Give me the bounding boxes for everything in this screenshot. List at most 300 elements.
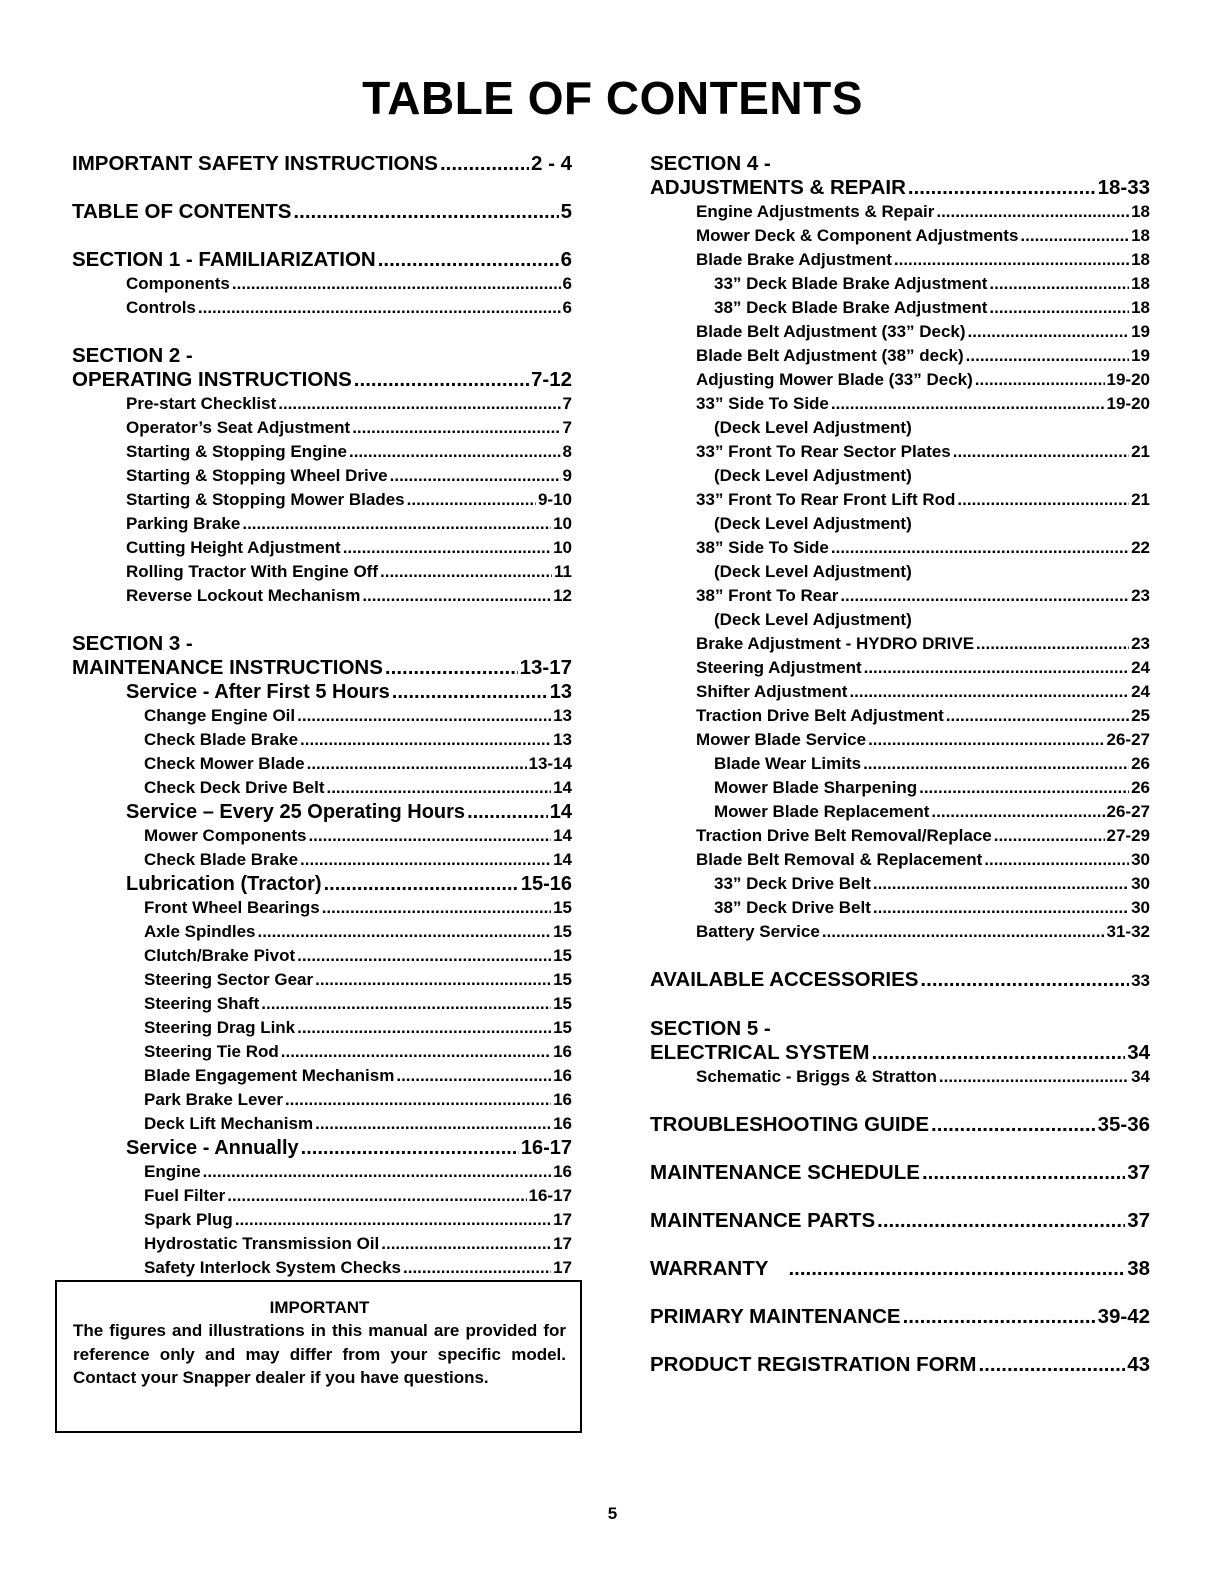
leader-dots <box>849 680 1129 704</box>
toc-entry-page: 12 <box>553 586 572 605</box>
leader-dots <box>403 1256 551 1280</box>
toc-entry-label: Mower Components <box>144 826 307 845</box>
toc-entry-page: 26-27 <box>1106 730 1150 749</box>
toc-entry-label: Starting & Stopping Wheel Drive <box>126 466 388 485</box>
toc-entry-label: 33” Side To Side <box>696 394 829 413</box>
toc-entry-label: Steering Drag Link <box>144 1018 296 1037</box>
toc-entry-service-5-hours <box>126 680 572 704</box>
toc-entry-page: 11 <box>554 562 572 581</box>
toc-entry-page: 6 <box>562 274 572 293</box>
toc-entry-label: Mower Blade Replacement <box>714 802 930 821</box>
toc-entry-label: (Deck Level Adjustment) <box>714 418 912 437</box>
section-3-items <box>72 680 572 1280</box>
toc-entry <box>696 464 1150 488</box>
toc-entry-page: 9-10 <box>537 490 572 509</box>
leader-dots <box>326 776 551 800</box>
toc-entry-page: 30 <box>1131 874 1150 893</box>
service-annually-items <box>126 1160 572 1280</box>
toc-entry-label: Clutch/Brake Pivot <box>144 946 296 965</box>
toc-entry <box>126 272 572 296</box>
toc-entry-label: (Deck Level Adjustment) <box>714 610 912 629</box>
toc-entry <box>696 584 1150 608</box>
toc-entry-label: SECTION 1 - FAMILIARIZATION <box>72 248 376 271</box>
toc-entry <box>696 560 1150 584</box>
toc-entry <box>696 608 1150 632</box>
toc-entry-label: Check Blade Brake <box>144 730 299 749</box>
leader-dots <box>390 464 561 488</box>
toc-entry-page: 24 <box>1131 682 1150 701</box>
leader-dots <box>300 728 551 752</box>
toc-entry <box>126 584 572 608</box>
toc-entry-label: Starting & Stopping Mower Blades <box>126 490 405 509</box>
toc-entry-label: ELECTRICAL SYSTEM <box>650 1041 870 1064</box>
leader-dots <box>989 296 1129 320</box>
toc-entry <box>696 344 1150 368</box>
toc-entry-page: 34 <box>1127 1041 1150 1064</box>
leader-dots <box>1020 224 1129 248</box>
toc-entry <box>696 704 1150 728</box>
toc-entry-label: Traction Drive Belt Adjustment <box>696 706 944 725</box>
toc-entry <box>144 848 572 872</box>
leader-dots <box>242 512 551 536</box>
toc-entry-label: Blade Belt Adjustment (33” Deck) <box>696 322 966 341</box>
leader-dots <box>308 824 551 848</box>
toc-entry <box>696 848 1150 872</box>
leader-dots <box>877 1209 1125 1233</box>
toc-entry-label: Traction Drive Belt Removal/Replace <box>696 826 992 845</box>
section-2-heading: SECTION 2 - <box>72 344 193 367</box>
toc-entry <box>144 776 572 800</box>
toc-entry-page: 30 <box>1131 850 1150 869</box>
toc-entry-label: Reverse Lockout Mechanism <box>126 586 361 605</box>
toc-entry-page: 19 <box>1131 346 1150 365</box>
leader-dots <box>936 200 1129 224</box>
leader-dots <box>994 824 1105 848</box>
toc-entry-label: TROUBLESHOOTING GUIDE <box>650 1113 930 1136</box>
toc-entry <box>126 488 572 512</box>
leader-dots <box>198 296 561 320</box>
toc-entry-warranty <box>650 1257 1150 1281</box>
toc-entry-page: 23 <box>1131 586 1150 605</box>
leader-dots <box>315 968 551 992</box>
toc-entry-label: Park Brake Lever <box>144 1090 283 1109</box>
toc-entry-page: 23 <box>1131 634 1150 653</box>
toc-entry <box>696 224 1150 248</box>
leader-dots <box>946 704 1129 728</box>
toc-entry <box>696 824 1150 848</box>
toc-entry-page: 24 <box>1131 658 1150 677</box>
toc-entry-page: 7-12 <box>530 368 572 391</box>
toc-entry-label: Starting & Stopping Engine <box>126 442 347 461</box>
toc-entry-label: Front Wheel Bearings <box>144 898 320 917</box>
toc-entry <box>696 248 1150 272</box>
section-2-items <box>72 392 572 608</box>
toc-entry-label: TABLE OF CONTENTS <box>72 200 292 223</box>
toc-entry <box>696 368 1150 392</box>
leader-dots <box>903 1305 1096 1329</box>
toc-entry-page: 39-42 <box>1097 1305 1150 1328</box>
toc-entry <box>696 680 1150 704</box>
toc-entry-label: Service - Annually <box>126 1137 299 1159</box>
toc-entry-maintenance-schedule <box>650 1161 1150 1185</box>
toc-entry <box>696 392 1150 416</box>
toc-entry-accessories <box>650 968 1150 993</box>
toc-entry <box>126 440 572 464</box>
toc-entry-label: Components <box>126 274 230 293</box>
toc-entry-label: 38” Front To Rear <box>696 586 839 605</box>
section-4-heading: SECTION 4 - <box>650 152 771 175</box>
leader-dots <box>297 1016 551 1040</box>
toc-entry-page: 15 <box>553 946 572 965</box>
toc-entry-section-2 <box>72 368 572 392</box>
leader-dots <box>957 488 1129 512</box>
leader-dots <box>920 968 1129 992</box>
toc-entry-label: Blade Brake Adjustment <box>696 250 892 269</box>
toc-entry-page: 8 <box>562 442 572 461</box>
toc-entry-page: 16-17 <box>520 1137 572 1159</box>
toc-entry-page: 17 <box>553 1258 572 1277</box>
toc-entry-page: 33 <box>1131 971 1150 990</box>
leader-dots <box>831 392 1105 416</box>
toc-entry-page: 13-14 <box>528 754 572 773</box>
toc-entry-page: 18 <box>1131 250 1150 269</box>
section-5-heading: SECTION 5 - <box>650 1017 771 1040</box>
toc-entry-page: 16 <box>553 1162 572 1181</box>
leader-dots <box>396 1064 551 1088</box>
important-notice-title: IMPORTANT <box>269 1298 370 1317</box>
leader-dots <box>281 1040 551 1064</box>
toc-entry <box>144 1088 572 1112</box>
toc-entry-label: Engine Adjustments & Repair <box>696 202 935 221</box>
toc-entry-page: 2 - 4 <box>530 152 572 175</box>
toc-entry-page: 34 <box>1131 1067 1150 1086</box>
leader-dots <box>293 200 558 224</box>
toc-entry-page: 18 <box>1131 274 1150 293</box>
toc-entry-page: 25 <box>1131 706 1150 725</box>
toc-entry-label: Blade Belt Removal & Replacement <box>696 850 983 869</box>
toc-entry <box>696 656 1150 680</box>
leader-dots <box>919 776 1129 800</box>
section-4-items <box>650 200 1150 944</box>
toc-entry-label: Fuel Filter <box>144 1186 226 1205</box>
toc-entry-label: Check Deck Drive Belt <box>144 778 325 797</box>
toc-entry-label: Engine <box>144 1162 201 1181</box>
leader-dots <box>378 248 559 272</box>
leader-dots <box>984 848 1129 872</box>
toc-entry-page: 16 <box>553 1066 572 1085</box>
toc-entry-lubrication <box>126 872 572 896</box>
toc-entry-label: MAINTENANCE INSTRUCTIONS <box>72 656 383 679</box>
toc-entry-page: 14 <box>553 778 572 797</box>
toc-entry-page: 43 <box>1127 1353 1150 1376</box>
toc-entry-page: 10 <box>553 514 572 533</box>
toc-entry-page: 30 <box>1131 898 1150 917</box>
toc-entry-page: 5 <box>560 200 572 223</box>
toc-entry-label: Mower Deck & Component Adjustments <box>696 226 1019 245</box>
toc-entry-service-25-hours <box>126 800 572 824</box>
toc-entry-primary-maintenance <box>650 1305 1150 1329</box>
toc-entry-label: PRODUCT REGISTRATION FORM <box>650 1353 977 1376</box>
toc-entry-page: 15 <box>553 922 572 941</box>
toc-entry <box>696 440 1150 464</box>
toc-entry-label: (Deck Level Adjustment) <box>714 466 912 485</box>
toc-entry-label: OPERATING INSTRUCTIONS <box>72 368 352 391</box>
toc-entry-troubleshooting <box>650 1113 1150 1137</box>
section-5-items <box>650 1065 1150 1089</box>
toc-entry <box>696 728 1150 752</box>
leader-dots <box>873 872 1129 896</box>
toc-entry <box>696 776 1150 800</box>
toc-entry-page: 14 <box>553 850 572 869</box>
leader-dots <box>922 1161 1125 1185</box>
leader-dots <box>235 1208 551 1232</box>
toc-entry-page: 15 <box>553 994 572 1013</box>
toc-entry-page: 10 <box>553 538 572 557</box>
toc-entry <box>144 1064 572 1088</box>
toc-entry-page: 13 <box>553 706 572 725</box>
toc-entry-label: Operator’s Seat Adjustment <box>126 418 351 437</box>
leader-dots <box>822 920 1105 944</box>
toc-entry-safety <box>72 152 572 176</box>
page-title: TABLE OF CONTENTS <box>362 72 863 124</box>
toc-entry-label: WARRANTY <box>650 1257 769 1280</box>
leader-dots <box>307 752 527 776</box>
toc-entry <box>696 800 1150 824</box>
toc-entry <box>144 920 572 944</box>
toc-entry-page: 16-17 <box>528 1186 572 1205</box>
leader-dots <box>297 944 551 968</box>
toc-entry-page: 27-29 <box>1106 826 1150 845</box>
toc-entry-page: 13-17 <box>519 656 572 679</box>
leader-dots <box>863 752 1129 776</box>
leader-dots <box>840 584 1129 608</box>
toc-entry-label: (Deck Level Adjustment) <box>714 562 912 581</box>
toc-entry <box>696 872 1150 896</box>
leader-dots <box>297 704 551 728</box>
toc-entry-service-annually <box>126 1136 572 1160</box>
toc-entry-page: 35-36 <box>1097 1113 1150 1136</box>
toc-entry-section-5 <box>650 1041 1150 1065</box>
toc-entry <box>696 296 1150 320</box>
toc-entry-label: Steering Shaft <box>144 994 260 1013</box>
toc-entry-label: 33” Deck Blade Brake Adjustment <box>714 274 988 293</box>
leader-dots <box>989 272 1129 296</box>
toc-entry-page: 15-16 <box>520 873 572 895</box>
toc-entry-label: AVAILABLE ACCESSORIES <box>650 968 919 991</box>
toc-entry <box>144 944 572 968</box>
toc-entry-label: IMPORTANT SAFETY INSTRUCTIONS <box>72 152 438 175</box>
service-5-hours-items <box>126 704 572 800</box>
leader-dots <box>788 1257 1125 1281</box>
toc-entry-label: Steering Tie Rod <box>144 1042 279 1061</box>
leader-dots <box>392 680 548 704</box>
service-25-hours-items <box>126 824 572 872</box>
toc-entry-page: 14 <box>553 826 572 845</box>
toc-entry-label: 33” Deck Drive Belt <box>714 874 871 893</box>
toc-entry <box>696 536 1150 560</box>
toc-entry-label: Controls <box>126 298 196 317</box>
toc-entry-label: Check Blade Brake <box>144 850 299 869</box>
toc-entry <box>696 320 1150 344</box>
leader-dots <box>908 176 1096 200</box>
toc-entry-label: Blade Engagement Mechanism <box>144 1066 395 1085</box>
toc-entry <box>126 416 572 440</box>
leader-dots <box>966 344 1129 368</box>
leader-dots <box>301 1136 519 1160</box>
toc-entry-maintenance-parts <box>650 1209 1150 1233</box>
toc-entry-label: Brake Adjustment - HYDRO DRIVE <box>696 634 975 653</box>
toc-entry <box>696 272 1150 296</box>
toc-entry-label: Blade Belt Adjustment (38” deck) <box>696 346 964 365</box>
toc-entry <box>126 296 572 320</box>
toc-entry <box>144 728 572 752</box>
leader-dots <box>873 896 1129 920</box>
toc-entry-label: 33” Front To Rear Sector Plates <box>696 442 951 461</box>
toc-entry-label: Shifter Adjustment <box>696 682 848 701</box>
toc-entry-page: 19-20 <box>1106 394 1150 413</box>
toc-entry <box>144 704 572 728</box>
leader-dots <box>381 1232 551 1256</box>
toc-entry-page: 17 <box>553 1210 572 1229</box>
leader-dots <box>868 728 1104 752</box>
toc-entry-page: 13 <box>549 681 572 703</box>
leader-dots <box>931 800 1104 824</box>
toc-entry-page: 21 <box>1131 490 1150 509</box>
toc-entry-page: 26 <box>1131 754 1150 773</box>
important-notice-text: The figures and illustrations in this manual are provided for reference only and may differ from your specific model. Contact your Snapper dealer if you have questions. <box>73 1321 566 1387</box>
toc-entry <box>144 968 572 992</box>
toc-entry-page: 14 <box>549 801 572 823</box>
toc-entry-page: 17 <box>553 1234 572 1253</box>
section-1-items <box>72 272 572 320</box>
toc-entry-page: 37 <box>1127 1209 1150 1232</box>
toc-entry <box>126 464 572 488</box>
toc-entry-label: 38” Side To Side <box>696 538 829 557</box>
toc-entry-page: 26 <box>1131 778 1150 797</box>
toc-entry-label: Hydrostatic Transmission Oil <box>144 1234 380 1253</box>
toc-entry-label: Battery Service <box>696 922 820 941</box>
toc-entry <box>144 824 572 848</box>
toc-entry <box>126 536 572 560</box>
toc-entry-label: Change Engine Oil <box>144 706 296 725</box>
toc-entry-section-1 <box>72 248 572 272</box>
toc-entry-label: Pre-start Checklist <box>126 394 277 413</box>
toc-entry <box>144 896 572 920</box>
toc-entry <box>144 992 572 1016</box>
leader-dots <box>931 1113 1096 1137</box>
toc-entry-page: 13 <box>553 730 572 749</box>
toc-entry-page: 22 <box>1131 538 1150 557</box>
toc-entry-page: 15 <box>553 970 572 989</box>
toc-entry-label: 38” Deck Drive Belt <box>714 898 871 917</box>
leader-dots <box>440 152 529 176</box>
leader-dots <box>352 416 560 440</box>
toc-entry <box>696 920 1150 944</box>
leader-dots <box>232 272 561 296</box>
toc-entry-label: Cutting Height Adjustment <box>126 538 341 557</box>
toc-entry <box>126 512 572 536</box>
toc-entry-label: Steering Sector Gear <box>144 970 314 989</box>
leader-dots <box>953 440 1129 464</box>
leader-dots <box>380 560 552 584</box>
toc-entry <box>696 1065 1150 1089</box>
toc-entry-label: Parking Brake <box>126 514 241 533</box>
leader-dots <box>203 1160 551 1184</box>
toc-entry-product-registration <box>650 1353 1150 1377</box>
toc-entry <box>696 200 1150 224</box>
toc-entry-label: Check Mower Blade <box>144 754 305 773</box>
leader-dots <box>227 1184 526 1208</box>
toc-entry-label: Service - After First 5 Hours <box>126 681 390 703</box>
toc-entry-label: Axle Spindles <box>144 922 256 941</box>
toc-entry <box>696 416 1150 440</box>
toc-entry-label: Safety Interlock System Checks <box>144 1258 402 1277</box>
toc-entry <box>144 1040 572 1064</box>
leader-dots <box>285 1088 551 1112</box>
toc-entry-page: 18 <box>1131 226 1150 245</box>
toc-entry-label: MAINTENANCE PARTS <box>650 1209 876 1232</box>
toc-entry-label: Spark Plug <box>144 1210 233 1229</box>
toc-entry-page: 18 <box>1131 202 1150 221</box>
toc-entry-label: ADJUSTMENTS & REPAIR <box>650 176 906 199</box>
leader-dots <box>978 1353 1125 1377</box>
toc-entry-toc <box>72 200 572 224</box>
toc-entry-page: 6 <box>562 298 572 317</box>
leader-dots <box>362 584 551 608</box>
toc-entry <box>144 1160 572 1184</box>
toc-entry <box>126 392 572 416</box>
toc-entry <box>696 512 1150 536</box>
toc-entry-page: 16 <box>553 1090 572 1109</box>
toc-entry-page: 6 <box>560 248 572 271</box>
toc-entry <box>144 1184 572 1208</box>
toc-entry-label: Service – Every 25 Operating Hours <box>126 801 466 823</box>
toc-entry-page: 18 <box>1131 298 1150 317</box>
page-number: 5 <box>607 1504 618 1523</box>
toc-entry-page: 19-20 <box>1106 370 1150 389</box>
toc-entry-page: 15 <box>553 898 572 917</box>
toc-entry-label: Adjusting Mower Blade (33” Deck) <box>696 370 973 389</box>
leader-dots <box>871 1041 1125 1065</box>
toc-entry-label: 38” Deck Blade Brake Adjustment <box>714 298 988 317</box>
leader-dots <box>322 896 551 920</box>
toc-entry-page: 38 <box>1127 1257 1150 1280</box>
leader-dots <box>831 536 1129 560</box>
toc-entry-section-4 <box>650 176 1150 200</box>
toc-entry <box>696 752 1150 776</box>
leader-dots <box>864 656 1129 680</box>
toc-left-column <box>72 152 572 1280</box>
leader-dots <box>261 992 551 1016</box>
toc-right-column <box>650 152 1150 1377</box>
toc-entry <box>144 1208 572 1232</box>
toc-entry <box>144 752 572 776</box>
leader-dots <box>278 392 560 416</box>
leader-dots <box>300 848 551 872</box>
leader-dots <box>467 800 548 824</box>
toc-entry <box>144 1232 572 1256</box>
toc-entry-page: 26-27 <box>1106 802 1150 821</box>
toc-entry-label: Steering Adjustment <box>696 658 862 677</box>
toc-entry-page: 7 <box>562 394 572 413</box>
toc-entry-page: 19 <box>1131 322 1150 341</box>
toc-entry-label: Blade Wear Limits <box>714 754 862 773</box>
toc-entry-label: 33” Front To Rear Front Lift Rod <box>696 490 956 509</box>
toc-entry-page: 15 <box>553 1018 572 1037</box>
leader-dots <box>349 440 561 464</box>
toc-entry-label: PRIMARY MAINTENANCE <box>650 1305 901 1328</box>
toc-entry-label: Rolling Tractor With Engine Off <box>126 562 379 581</box>
